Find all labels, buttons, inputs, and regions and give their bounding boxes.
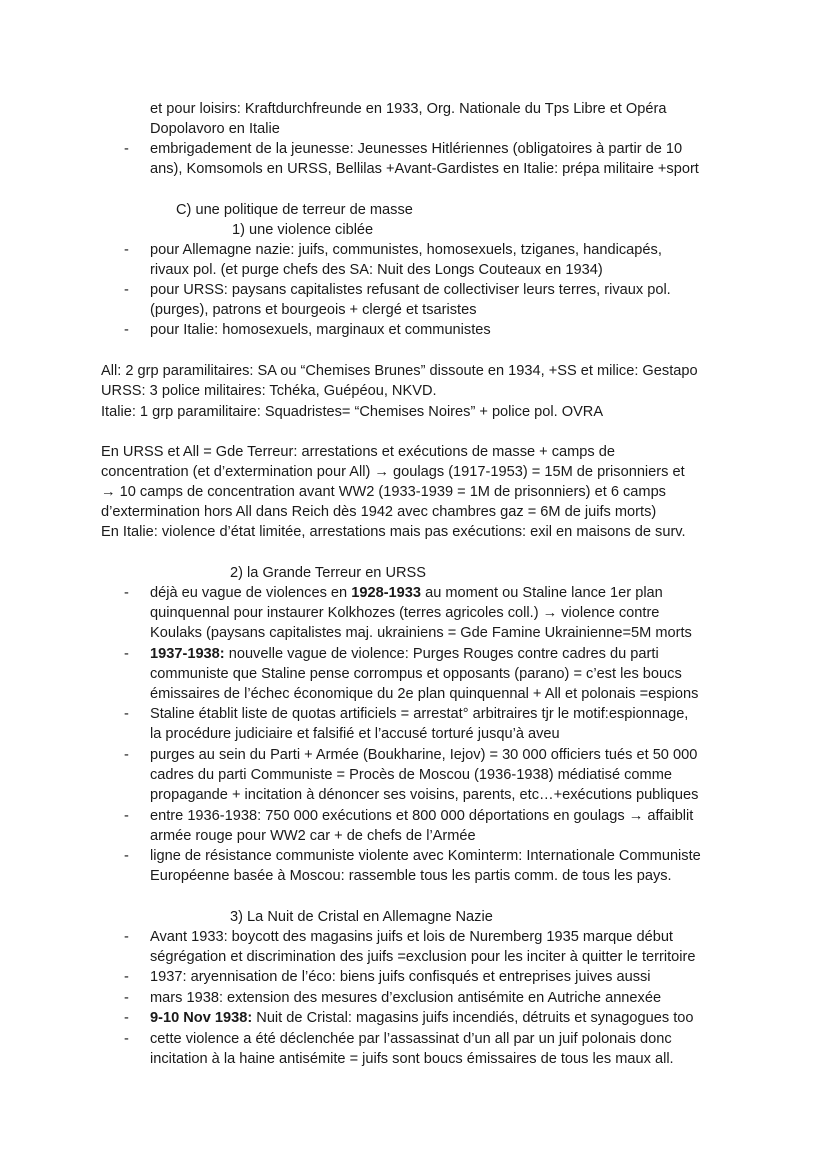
list-item: pour URSS: paysans capitalistes refusant de collectiviser leurs terres, rivaux pol. — [150, 282, 671, 298]
list-item: pour Italie: homosexuels, marginaux et communistes — [150, 322, 491, 338]
list-item: embrigadement de la jeunesse: Jeunesses Hitlériennes (obligatoires à partir de 10 — [150, 141, 683, 157]
text-run: au moment ou Staline lance 1er plan — [421, 585, 663, 601]
text-line: d’extermination hors All dans Reich dès 1942 avec chambres gaz = 6M de juifs morts) — [101, 504, 657, 520]
text-line: concentration (et d’extermination pour All) → goulags (1917-1953) = 15M de prisonniers et — [101, 464, 685, 480]
bullet-dash: - — [124, 969, 129, 985]
list-item — [150, 1008, 694, 1028]
section-heading: C) une politique de terreur de masse — [176, 202, 413, 218]
list-item-continuation: armée rouge pour WW2 car + de chefs de l’Armée — [150, 828, 476, 844]
bullet-dash: - — [124, 282, 129, 298]
text-run: déjà eu vague de violences en — [150, 585, 352, 601]
list-item: cette violence a été déclenchée par l’assassinat d’un all par un juif polonais donc — [150, 1031, 672, 1047]
bold-date: 1937-1938: — [150, 646, 225, 662]
list-item-continuation: incitation à la haine antisémite = juifs sont boucs émissaires de tous les maux all. — [150, 1051, 674, 1067]
text-line: URSS: 3 police militaires: Tchéka, Guépéou, NKVD. — [101, 383, 437, 399]
list-item: purges au sein du Parti + Armée (Boukharine, Iejov) = 30 000 officiers tués et 50 000 — [150, 747, 698, 763]
subsection-heading: 1) une violence ciblée — [232, 222, 374, 238]
list-item: pour Allemagne nazie: juifs, communistes, homosexuels, tziganes, handicapés, — [150, 242, 662, 258]
list-item-continuation: Européenne basée à Moscou: rassemble tous les partis comm. de tous les pays. — [150, 868, 672, 884]
text-line: En URSS et All = Gde Terreur: arrestations et exécutions de masse + camps de — [101, 444, 616, 460]
text-line: All: 2 grp paramilitaires: SA ou “Chemises Brunes” dissoute en 1934, +SS et milice: Gestapo — [101, 363, 698, 379]
text-line: → 10 camps de concentration avant WW2 (1933-1939 = 1M de prisonniers) et 6 camps — [101, 484, 666, 500]
list-item-continuation: propagande + incitation à dénoncer ses voisins, parents, etc…+exécutions publiques — [150, 787, 699, 803]
subsection-heading: 3) La Nuit de Cristal en Allemagne Nazie — [230, 909, 493, 925]
list-item: Staline établit liste de quotas artificiels = arrestat° arbitraires tjr le motif:espionnage, — [150, 706, 689, 722]
list-item-continuation: rivaux pol. (et purge chefs des SA: Nuit des Longs Couteaux en 1934) — [150, 262, 603, 278]
bullet-dash: - — [124, 848, 129, 864]
bullet-dash: - — [124, 808, 129, 824]
bullet-dash: - — [124, 585, 129, 601]
list-item-continuation: cadres du parti Communiste = Procès de Moscou (1936-1938) médiatisé comme — [150, 767, 672, 783]
bullet-dash: - — [124, 322, 129, 338]
bullet-dash: - — [124, 141, 129, 157]
bullet-dash: - — [124, 929, 129, 945]
text-line: Italie: 1 grp paramilitaire: Squadristes= “Chemises Noires” + police pol. OVRA — [101, 404, 604, 420]
list-item-continuation: Koulaks (paysans capitalistes maj. ukrainiens = Gde Famine Ukrainienne=5M morts — [150, 625, 692, 641]
bold-date: 1928-1933 — [351, 585, 422, 601]
bullet-dash: - — [124, 1031, 129, 1047]
text-line: et pour loisirs: Kraftdurchfreunde en 1933, Org. Nationale du Tps Libre et Opéra — [150, 101, 667, 117]
text-run: Nuit de Cristal: magasins juifs incendiés, détruits et synagogues too — [252, 1010, 694, 1026]
text-run: nouvelle vague de violence: Purges Rouges contre cadres du parti — [224, 646, 659, 662]
list-item — [150, 644, 659, 664]
list-item: ligne de résistance communiste violente avec Kominterm: Internationale Communiste — [150, 848, 701, 864]
list-item: 1937: aryennisation de l’éco: biens juifs confisqués et entreprises juives aussi — [150, 969, 651, 985]
list-item-continuation: la procédure judiciaire et falsifié et l’accusé torturé jusqu’à aveu — [150, 726, 560, 742]
bullet-dash: - — [124, 747, 129, 763]
text-line: En Italie: violence d’état limitée, arrestations mais pas exécutions: exil en maisons de surv. — [101, 524, 686, 540]
bullet-dash: - — [124, 706, 129, 722]
bullet-dash: - — [124, 990, 129, 1006]
text-line: Dopolavoro en Italie — [150, 121, 280, 137]
bullet-dash: - — [124, 1010, 129, 1026]
bullet-dash: - — [124, 646, 129, 662]
list-item-continuation: (purges), patrons et bourgeois + clergé et tsaristes — [150, 302, 477, 318]
list-item-continuation: émissaires de l’échec économique du 2e plan quinquennal + All et polonais =espions — [150, 686, 699, 702]
subsection-heading: 2) la Grande Terreur en URSS — [230, 565, 427, 581]
list-item-continuation: ans), Komsomols en URSS, Bellilas +Avant-Gardistes en Italie: prépa militaire +sport — [150, 161, 699, 177]
list-item-continuation: quinquennal pour instaurer Kolkhozes (terres agricoles coll.) → violence contre — [150, 605, 660, 621]
list-item: Avant 1933: boycott des magasins juifs et lois de Nuremberg 1935 marque début — [150, 929, 673, 945]
list-item: entre 1936-1938: 750 000 exécutions et 800 000 déportations en goulags → affaiblit — [150, 808, 694, 824]
list-item — [150, 583, 663, 603]
bold-date: 9-10 Nov 1938: — [150, 1010, 253, 1026]
bullet-dash: - — [124, 242, 129, 258]
list-item-continuation: ségrégation et discrimination des juifs =exclusion pour les inciter à quitter le territoire — [150, 949, 696, 965]
list-item-continuation: communiste que Staline pense corrompus et opposants (parano) = c’est les boucs — [150, 666, 682, 682]
list-item: mars 1938: extension des mesures d’exclusion antisémite en Autriche annexée — [150, 990, 662, 1006]
